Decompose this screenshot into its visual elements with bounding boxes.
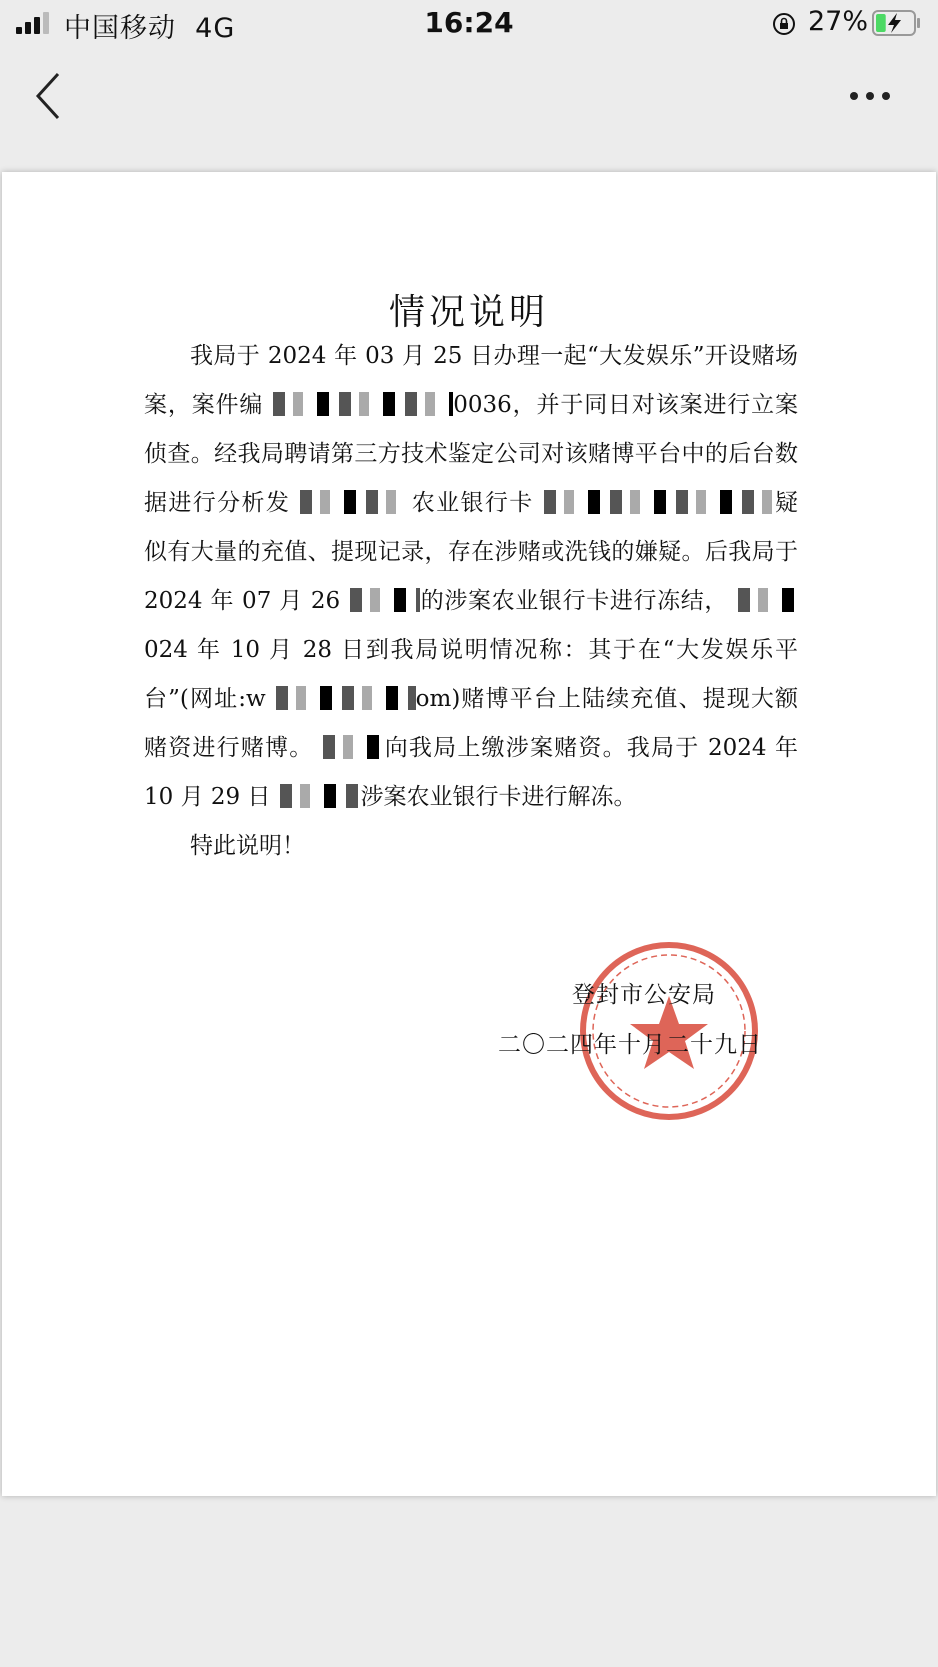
document-title: 情况说明 <box>388 292 549 333</box>
document-body <box>144 332 798 871</box>
closing-line: 特此说明！ <box>190 833 305 859</box>
redaction-mosaic <box>290 490 410 514</box>
redaction-mosaic <box>534 490 774 514</box>
redaction-mosaic <box>728 588 798 612</box>
redaction-mosaic <box>270 784 360 808</box>
document-page <box>2 172 936 1496</box>
back-button[interactable] <box>28 68 72 124</box>
network-type: 4G <box>195 13 236 44</box>
redaction-mosaic <box>340 588 420 612</box>
battery-charging-icon <box>872 10 922 36</box>
battery-percent: 27% <box>808 6 869 37</box>
ellipsis-icon <box>850 92 858 100</box>
carrier-label: 中国移动 4G <box>64 13 236 44</box>
orientation-lock-icon <box>772 12 796 36</box>
status-bar <box>0 0 938 48</box>
redaction-mosaic <box>313 735 383 759</box>
signature-date: 二〇二四年十月二十九日 <box>498 1032 762 1058</box>
redaction-mosaic <box>266 686 416 710</box>
body-paragraph: 我局于 2024 年 03 月 25 日办理一起“大发娱乐”开设赌场案，案件编 0036，并于同日对该案进行立案侦查。经我局聘请第三方技术鉴定公司对该赌博平台中的后台数据进行分析发 农业银行卡 疑似有大量的充值、提现记录，存在涉赌或洗钱的嫌疑。后我局于 2024 年 07 月 26 的涉案农业银行卡进行冻结，024 年 10 月 28 日到我局说明情况称：其于在“大发娱乐平台”(网址:w om)赌博平台上陆续充值、提现大额赌资进行赌博。 向我局上缴涉案赌资。我局于 2024 年 10 月 29 日 涉案农业银行卡进行解冻。 <box>144 343 799 810</box>
redaction-mosaic <box>263 392 453 416</box>
more-button[interactable] <box>846 80 902 110</box>
signer-organization: 登封市公安局 <box>572 982 716 1008</box>
status-time: 16:24 <box>424 6 514 39</box>
